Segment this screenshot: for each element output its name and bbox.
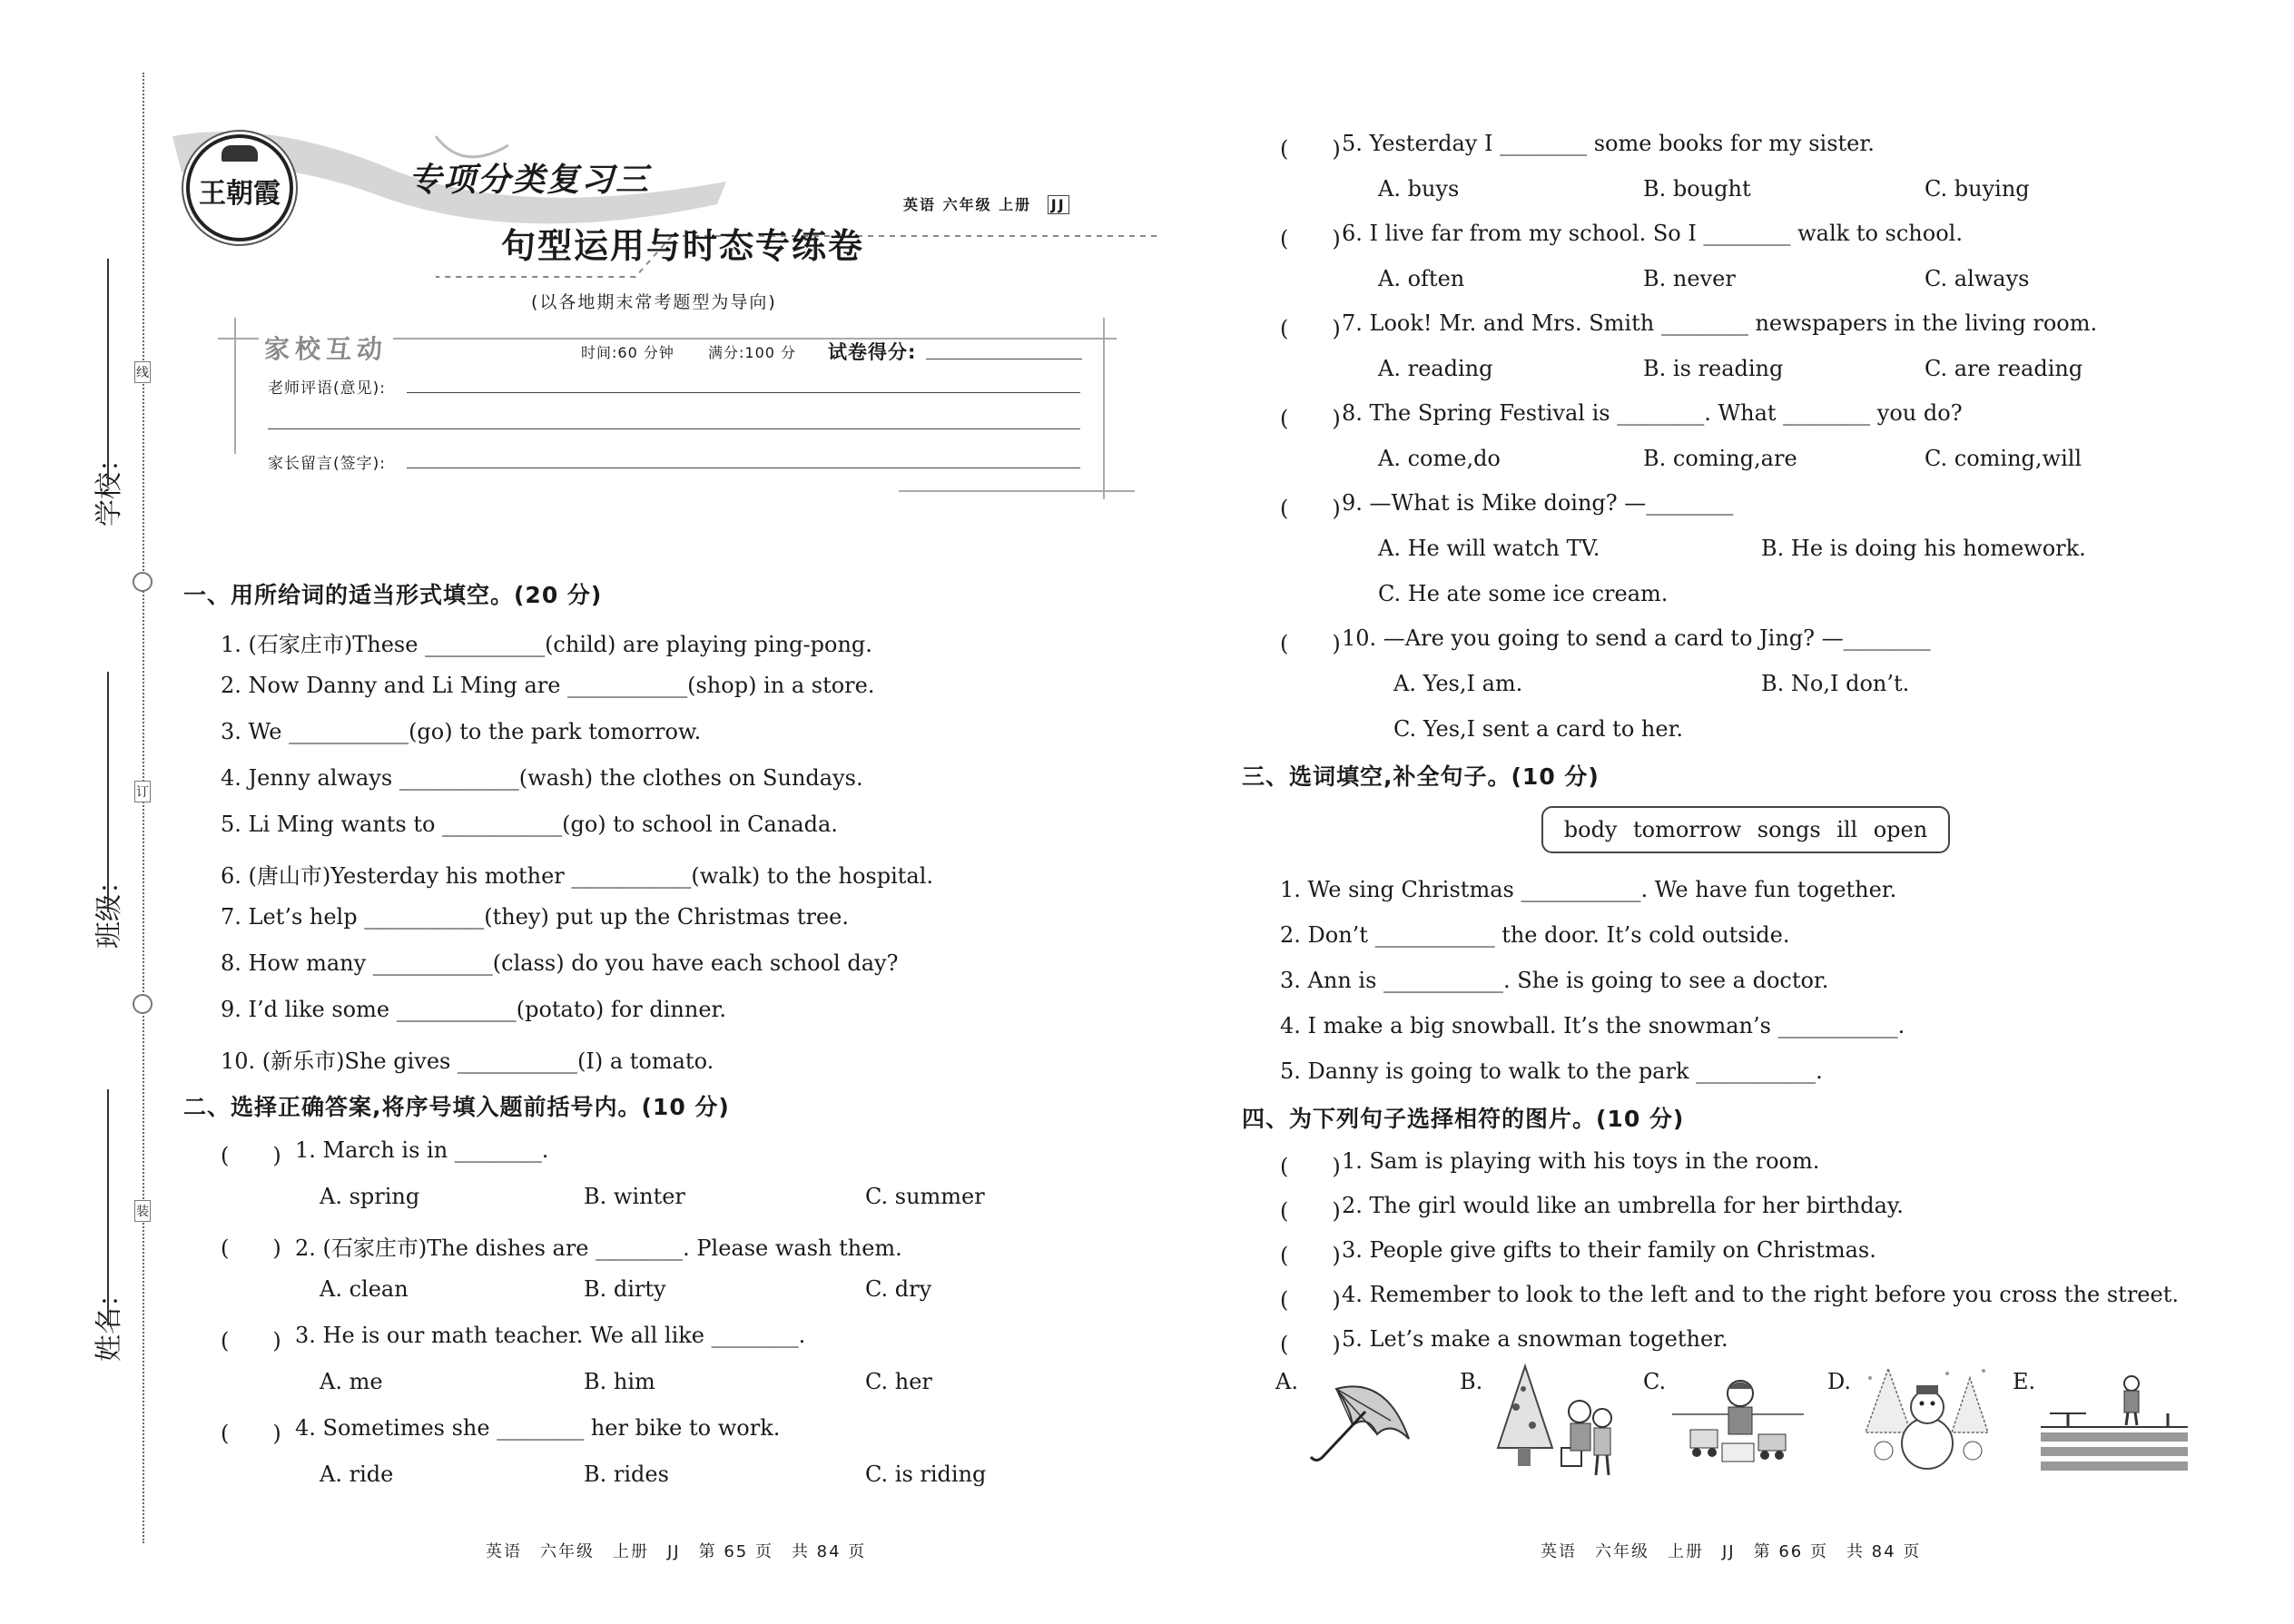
answer-paren[interactable]: ( ) [221, 1235, 281, 1261]
answer-paren[interactable]: ( ) [1280, 1243, 1341, 1268]
section4-item: 5. Let’s make a snowman together. [1342, 1326, 1728, 1352]
section2-question: 6. I live far from my school. So I ________ walk to school. [1342, 221, 1963, 246]
word-bank [1541, 806, 1950, 853]
home-school-title: 家校互动 [259, 330, 393, 366]
answer-paren[interactable]: ( ) [221, 1421, 281, 1446]
section1-title: 一、用所给词的适当形式填空。(20 分) [183, 582, 603, 608]
section2-question: 8. The Spring Festival is ________. What ________ you do? [1342, 400, 1963, 426]
section3-title: 三、选词填空,补全句子。(10 分) [1242, 763, 1600, 790]
footer-left: 英语 六年级 上册 JJ 第 65 页 共 84 页 [486, 1542, 867, 1561]
option-b: B. He is doing his homework. [1761, 536, 2086, 561]
answer-paren[interactable]: ( ) [221, 1143, 281, 1168]
section2-question: 3. He is our math teacher. We all like ________. [295, 1323, 806, 1348]
picture-label-d: D. [1827, 1369, 1852, 1394]
christmas-gift-picture [1489, 1362, 1620, 1480]
class-field[interactable] [107, 672, 110, 912]
option-c: C. her [865, 1369, 932, 1394]
option-b: B. dirty [584, 1276, 666, 1302]
picture-label-e: E. [2013, 1369, 2036, 1394]
option-c: C. buying [1925, 176, 2030, 202]
section2-question: 9. —What is Mike doing? —________ [1342, 490, 1734, 516]
seal-char-mid: 订 [134, 781, 151, 802]
answer-paren[interactable]: ( ) [1280, 1332, 1341, 1357]
logo-crown-icon [222, 145, 258, 162]
section4-item: 4. Remember to look to the left and to the right before you cross the street. [1342, 1282, 2179, 1307]
option-b: B. is reading [1643, 356, 1784, 381]
section1-item: 5. Li Ming wants to ___________(go) to school in Canada. [221, 812, 838, 837]
option-a: A. me [320, 1369, 383, 1394]
section3-item: 3. Ann is ___________. She is going to see a doctor. [1280, 968, 1829, 993]
teacher-comment-field-2[interactable] [268, 428, 1080, 429]
option-c: C. is riding [865, 1462, 987, 1487]
seal-char-bottom: 装 [134, 1200, 151, 1222]
umbrella-picture [1300, 1371, 1418, 1471]
answer-paren[interactable]: ( ) [1280, 406, 1341, 431]
section2-question: 10. —Are you going to send a card to Jing? —________ [1342, 625, 1931, 651]
series-tag-text: 英语 六年级 上册 [903, 196, 1032, 213]
home-school-box-left [234, 318, 236, 454]
answer-paren[interactable]: ( ) [1280, 631, 1341, 656]
picture-label-a: A. [1275, 1369, 1298, 1394]
option-a: A. spring [320, 1184, 420, 1209]
section3-item: 2. Don’t ___________ the door. It’s cold outside. [1280, 922, 1790, 948]
option-c: C. always [1925, 266, 2030, 291]
series-title: 专项分类复习三 [409, 162, 651, 199]
option-b: B. winter [584, 1184, 685, 1209]
toys-picture [1672, 1371, 1804, 1475]
main-title: 句型运用与时态专练卷 [501, 226, 865, 266]
option-b: B. No,I don’t. [1761, 671, 1910, 696]
series-tag [903, 193, 1069, 214]
option-b: B. rides [584, 1462, 669, 1487]
answer-paren[interactable]: ( ) [1280, 316, 1341, 341]
word-bank-item: body [1563, 817, 1618, 842]
section1-item: 8. How many ___________(class) do you have each school day? [221, 950, 899, 976]
seal-char-top: 线 [134, 361, 151, 383]
answer-paren[interactable]: ( ) [1280, 226, 1341, 251]
name-field[interactable] [107, 1089, 110, 1325]
answer-paren[interactable]: ( ) [221, 1328, 281, 1353]
option-c: C. summer [865, 1184, 985, 1209]
section1-item: 3. We ___________(go) to the park tomorrow. [221, 719, 702, 744]
option-a: A. ride [320, 1462, 394, 1487]
option-b: B. never [1643, 266, 1736, 291]
binding-circle-top [133, 572, 153, 592]
section2-question: 2. (石家庄市)The dishes are ________. Please wash them. [295, 1235, 902, 1261]
exam-time: 时间:60 分钟 [581, 344, 674, 361]
section2-question: 1. March is in ________. [295, 1137, 549, 1163]
option-a: A. often [1378, 266, 1465, 291]
home-school-box-bottom [899, 490, 1135, 492]
option-a: A. Yes,I am. [1393, 671, 1523, 696]
option-a: A. He will watch TV. [1378, 536, 1600, 561]
section1-item: 1. (石家庄市)These ___________(child) are playing ping-pong. [221, 632, 872, 657]
option-a: A. clean [320, 1276, 409, 1302]
word-bank-item: songs [1757, 817, 1821, 842]
option-c: C. coming,will [1925, 446, 2082, 471]
word-bank-item: tomorrow [1633, 817, 1742, 842]
logo-seal [186, 134, 293, 241]
home-school-box-right [1103, 318, 1105, 499]
option-c: C. Yes,I sent a card to her. [1393, 716, 1684, 742]
exam-full-score: 满分:100 分 [708, 344, 797, 361]
option-a: A. buys [1378, 176, 1460, 202]
section3-item: 1. We sing Christmas ___________. We have fun together. [1280, 877, 1897, 902]
binding-circle-bottom [133, 994, 153, 1014]
teacher-comment-label: 老师评语(意见): [268, 379, 386, 398]
section1-item: 4. Jenny always ___________(wash) the clothes on Sundays. [221, 765, 863, 791]
section4-title: 四、为下列句子选择相符的图片。(10 分) [1242, 1106, 1685, 1132]
section4-item: 2. The girl would like an umbrella for her birthday. [1342, 1193, 1904, 1218]
section3-item: 5. Danny is going to walk to the park ___________. [1280, 1058, 1823, 1084]
section2-question: 5. Yesterday I ________ some books for my sister. [1342, 131, 1875, 156]
answer-paren[interactable]: ( ) [1280, 1154, 1341, 1179]
class-label: 班级： [94, 867, 125, 949]
school-field[interactable] [107, 259, 110, 486]
section1-item: 10. (新乐市)She gives ___________(I) a tomato. [221, 1048, 714, 1074]
snowman-picture [1856, 1360, 1997, 1478]
section4-item: 1. Sam is playing with his toys in the room. [1342, 1148, 1820, 1174]
series-tag-code: JJ [1048, 195, 1069, 214]
option-c: C. He ate some ice cream. [1378, 581, 1669, 606]
answer-paren[interactable]: ( ) [1280, 136, 1341, 162]
answer-paren[interactable]: ( ) [1280, 496, 1341, 521]
parent-comment-label: 家长留言(签字): [268, 455, 386, 473]
answer-paren[interactable]: ( ) [1280, 1198, 1341, 1224]
section4-item: 3. People give gifts to their family on Christmas. [1342, 1237, 1876, 1263]
section2-question: 7. Look! Mr. and Mrs. Smith ________ newspapers in the living room. [1342, 310, 2098, 336]
subtitle: (以各地期末常考题型为导向) [531, 292, 777, 312]
option-c: C. are reading [1925, 356, 2083, 381]
section2-title: 二、选择正确答案,将序号填入题前括号内。(10 分) [183, 1094, 730, 1120]
option-b: B. him [584, 1369, 655, 1394]
section1-item: 7. Let’s help ___________(they) put up the Christmas tree. [221, 904, 850, 930]
section1-item: 6. (唐山市)Yesterday his mother ___________(walk) to the hospital. [221, 863, 934, 889]
crossing-street-picture [2041, 1373, 2188, 1477]
word-bank-item: ill [1836, 817, 1858, 842]
word-bank-item: open [1873, 817, 1928, 842]
logo-text: 王朝霞 [199, 178, 281, 210]
section2-question: 4. Sometimes she ________ her bike to work. [295, 1415, 781, 1441]
section3-item: 4. I make a big snowball. It’s the snowman’s ___________. [1280, 1013, 1905, 1038]
answer-paren[interactable]: ( ) [1280, 1287, 1341, 1313]
footer-right: 英语 六年级 上册 JJ 第 66 页 共 84 页 [1541, 1542, 1922, 1561]
picture-label-b: B. [1460, 1369, 1483, 1394]
option-b: B. coming,are [1643, 446, 1797, 471]
picture-label-c: C. [1643, 1369, 1667, 1394]
option-b: B. bought [1643, 176, 1751, 202]
option-a: A. come,do [1378, 446, 1501, 471]
section1-item: 9. I’d like some ___________(potato) for dinner. [221, 997, 726, 1022]
section1-item: 2. Now Danny and Li Ming are ___________(shop) in a store. [221, 673, 875, 698]
name-label: 姓名： [94, 1280, 125, 1362]
option-a: A. reading [1378, 356, 1493, 381]
school-label: 学校： [94, 445, 125, 527]
teacher-comment-field[interactable] [407, 392, 1080, 393]
exam-score-label: 试卷得分: [828, 341, 917, 363]
option-c: C. dry [865, 1276, 932, 1302]
binding-dotted-line [143, 73, 144, 1543]
